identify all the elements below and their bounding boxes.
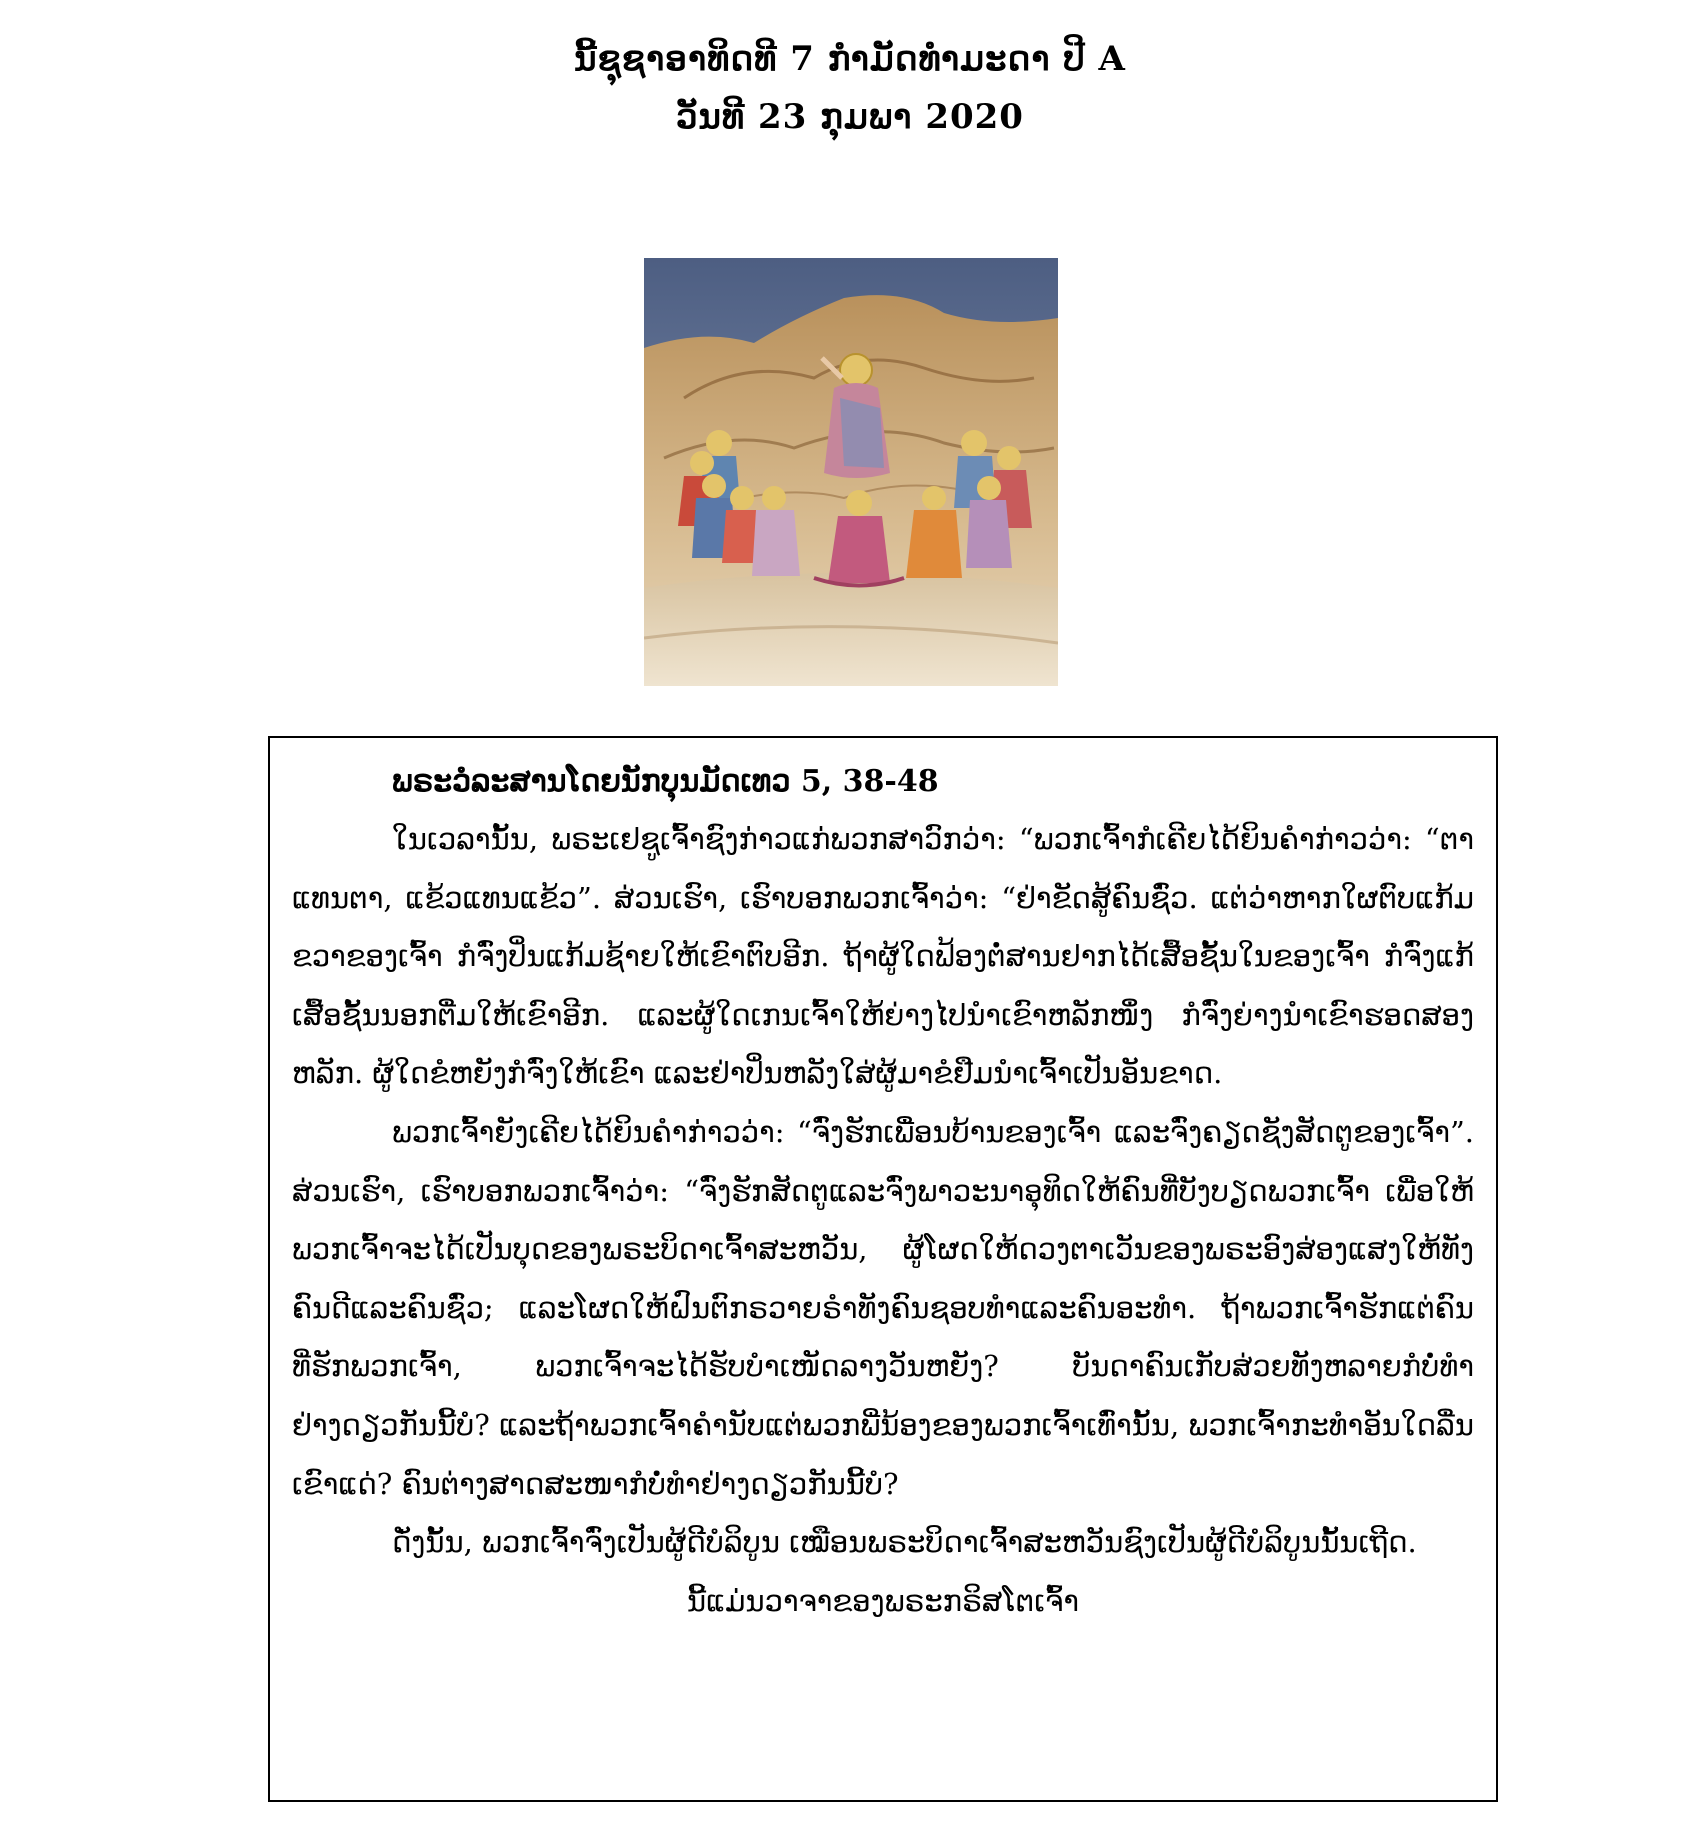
- page-title: ນີ້ຊຸຊາອາທິດທີ 7 ກຳມັດທຳມະດາ ປີ A: [574, 39, 1126, 79]
- page-date: ວັນທີ 23 ກຸມພາ 2020: [676, 97, 1024, 137]
- page-header: [0, 30, 1700, 146]
- gospel-reading-box: [268, 736, 1498, 1802]
- gospel-closing: ນີ້ແມ່ນວາຈາຂອງພຣະກຣິສໂຕເຈົ້າ: [687, 1583, 1079, 1618]
- gospel-paragraph: ພວກເຈົ້າຍັງເຄີຍໄດ້ຍິນຄຳກ່າວວ່າ: “ຈົ່ງຮັກເພື່ອນບ້ານຂອງເຈົ້າ ແລະຈົ່ງຄຽດຊັງສັດຕູຂອງເຈົ້າ”. ສ່ວນເຮົາ, ເຮົາບອກພວກເຈົ້າວ່າ: “ຈົ່ງຮັກສັດຕູແລະຈົ່ງພາວະນາອຸທິດໃຫ້ຄົນທີ່ບັງບຽດພວກເຈົ້າ ເພື່ອໃຫ້ພວກເຈົ້າຈະໄດ້ເປັນບຸດຂອງພຣະບິດາເຈົ້າສະຫວັນ, ຜູ້ໂຜດໃຫ້ດວງຕາເວັນຂອງພຣະອົງສ່ອງແສງໃຫ້ທັງຄົນດີແລະຄົນຊົ່ວ; ແລະໂຜດໃຫ້ຝົນຕົກຣວາຍຣຳທັງຄົນຊອບທຳແລະຄົນອະທຳ. ຖ້າພວກເຈົ້າຮັກແຕ່ຄົນທີ່ຮັກພວກເຈົ້າ, ພວກເຈົ້າຈະໄດ້ຮັບບຳເໜັດລາງວັນຫຍັງ? ບັນດາຄົນເກັບສ່ວຍທັງຫລາຍກໍບໍ່ທຳຢ່າງດຽວກັນນີ້ບໍ? ແລະຖ້າພວກເຈົ້າຄຳນັບແຕ່ພວກພີ່ນ້ອງຂອງພວກເຈົ້າເທົ່ານັ້ນ, ພວກເຈົ້າກະທຳອັນໃດລື່ນເຂົາແດ່? ຄົນຕ່າງສາດສະໜາກໍບໍ່ທຳຢ່າງດຽວກັນນີ້ບໍ?: [292, 1114, 1474, 1501]
- gospel-paragraph: ໃນເວລານັ້ນ, ພຣະເຢຊູເຈົ້າຊົງກ່າວແກ່ພວກສາວົກວ່າ: “ພວກເຈົ້າກໍເຄີຍໄດ້ຍິນຄຳກ່າວວ່າ: “ຕາແທນຕາ, ແຂ້ວແທນແຂ້ວ”. ສ່ວນເຮົາ, ເຮົາບອກພວກເຈົ້າວ່າ: “ຢ່າຂັດສູ້ຄົນຊົ່ວ. ແຕ່ວ່າຫາກໃຜຕົບແກ້ມຂວາຂອງເຈົ້າ ກໍຈົ່ງປິ່ນແກ້ມຊ້າຍໃຫ້ເຂົາຕົບອີກ. ຖ້າຜູ້ໃດຟ້ອງຕໍ່ສານຢາກໄດ້ເສື້ອຊັ້ນໃນຂອງເຈົ້າ ກໍຈົ່ງແກ້ເສື້ອຊັ້ນນອກຕື່ມໃຫ້ເຂົາອີກ. ແລະຜູ້ໃດເກນເຈົ້າໃຫ້ຍ່າງໄປນຳເຂົາຫລັກໜຶ່ງ ກໍຈົ່ງຍ່າງນຳເຂົາຮອດສອງຫລັກ. ຜູ້ໃດຂໍຫຍັງກໍຈົ່ງໃຫ້ເຂົາ ແລະຢ່າປິ່ນຫລັງໃສ່ຜູ້ມາຂໍຢືມນຳເຈົ້າເປັນອັນຂາດ.: [292, 822, 1474, 1091]
- sermon-on-the-mount-painting: [644, 258, 1058, 686]
- gospel-paragraph: ດັ່ງນັ້ນ, ພວກເຈົ້າຈົ່ງເປັນຜູ້ດີບໍລິບູນ ເໝືອນພຣະບິດາເຈົ້າສະຫວັນຊົງເປັນຜູ້ດີບໍລິບູນນັ້ນເຖີດ.: [392, 1525, 1417, 1560]
- gospel-title: ພຣະວໍລະສານໂດຍນັກບຸນມັດເທວ 5, 38-48: [392, 764, 939, 799]
